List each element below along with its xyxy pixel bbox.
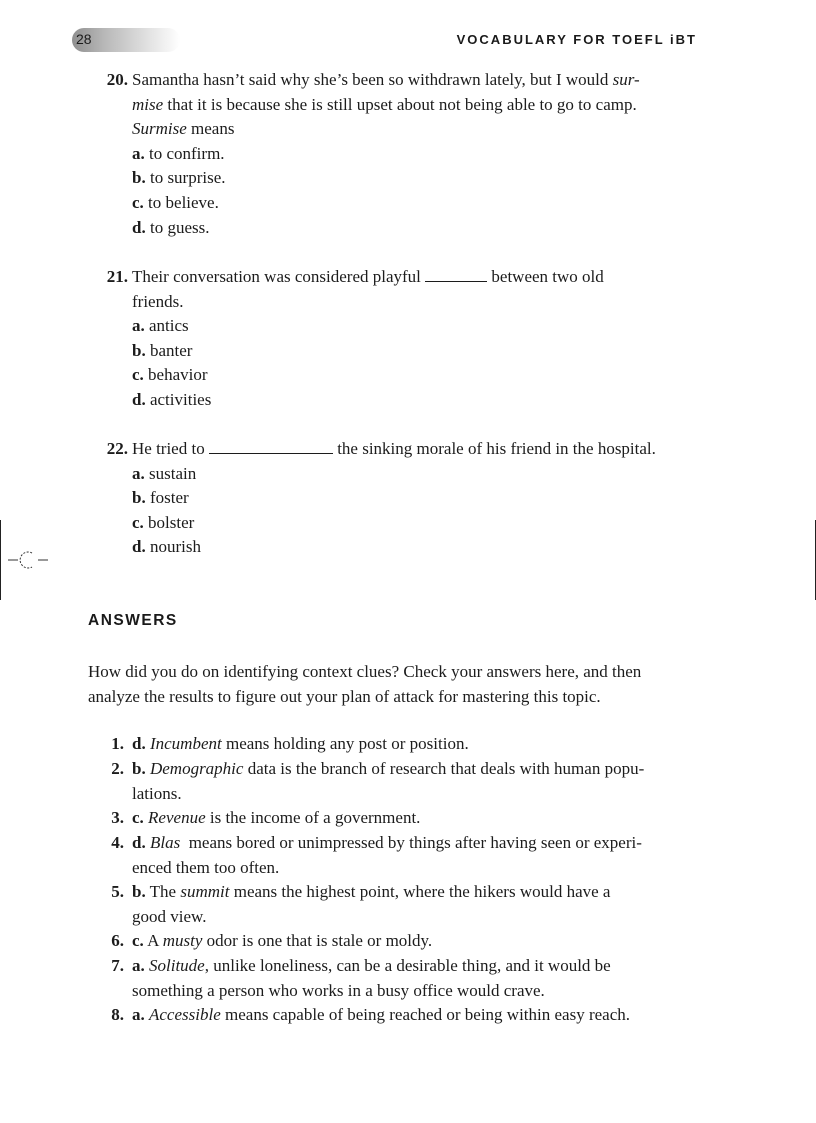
question-stem-line bbox=[132, 265, 604, 290]
answer-body bbox=[132, 1003, 630, 1028]
option-letter: c. bbox=[132, 365, 144, 385]
crop-line-left bbox=[0, 520, 1, 600]
section-title: ANSWERS bbox=[88, 612, 178, 629]
answer-letter: d. bbox=[132, 734, 146, 753]
answer-blank bbox=[425, 267, 487, 282]
answer-blank bbox=[209, 439, 333, 454]
answer-line bbox=[132, 929, 432, 954]
answer-letter: b. bbox=[132, 759, 146, 778]
answer-body bbox=[132, 757, 644, 806]
option-c bbox=[132, 191, 640, 216]
answer-number: 5. bbox=[111, 882, 124, 901]
question-stem-line bbox=[132, 93, 640, 118]
option-letter: a. bbox=[132, 316, 145, 336]
answer-body bbox=[132, 954, 611, 1003]
answer-text: means bored or unimpressed by things after having seen or experi- bbox=[180, 833, 642, 852]
answer-term: Revenue bbox=[148, 808, 206, 827]
question-stem-line bbox=[132, 117, 640, 142]
answer-body bbox=[132, 732, 469, 757]
stem-text: He tried to bbox=[132, 439, 209, 458]
stem-text: between two old bbox=[487, 267, 604, 286]
answer-text: A bbox=[143, 931, 163, 950]
question-number: 21. bbox=[106, 267, 128, 286]
intro-line: How did you do on identifying context clues? Check your answers here, and then bbox=[88, 662, 642, 681]
answer-line: something a person who works in a busy office would crave. bbox=[132, 980, 545, 1000]
answer-line bbox=[132, 954, 611, 979]
answer-line bbox=[132, 1003, 630, 1028]
option-letter: a. bbox=[132, 143, 145, 163]
option-text: foster bbox=[149, 488, 189, 508]
running-head: VOCABULARY FOR TOEFL iBT bbox=[456, 32, 697, 47]
answer-letter: a. bbox=[132, 956, 145, 975]
option-d bbox=[132, 216, 640, 241]
answer-body bbox=[132, 929, 432, 954]
option-letter: d. bbox=[132, 537, 146, 557]
stem-text: Their conversation was considered playful bbox=[132, 267, 426, 286]
answer-line bbox=[132, 880, 610, 905]
option-text: to confirm. bbox=[149, 143, 225, 163]
answer-line: lations. bbox=[132, 783, 182, 803]
question-stem-line bbox=[132, 437, 656, 462]
option-a bbox=[132, 462, 656, 487]
option-c bbox=[132, 511, 656, 536]
answer-number: 3. bbox=[111, 808, 124, 827]
option-a bbox=[132, 314, 604, 339]
option-c bbox=[132, 363, 604, 388]
answer-number: 6. bbox=[111, 931, 124, 950]
answer-term: Solitude bbox=[149, 956, 205, 975]
stem-text: that it is because she is still upset about not being able to go to camp. bbox=[163, 94, 637, 114]
option-b bbox=[132, 486, 656, 511]
option-d bbox=[132, 535, 656, 560]
answer-term: summit bbox=[180, 882, 230, 901]
crop-mark-left bbox=[0, 520, 60, 600]
registration-mark-icon bbox=[8, 550, 50, 570]
answer-line: enced them too often. bbox=[132, 857, 280, 877]
answer-text: data is the branch of research that deals with human popu- bbox=[243, 759, 645, 778]
option-text: sustain bbox=[149, 463, 197, 483]
option-b bbox=[132, 339, 604, 364]
question-stem-line: friends. bbox=[132, 291, 184, 311]
answer-text: odor is one that is stale or moldy. bbox=[202, 931, 433, 950]
answer-line bbox=[132, 806, 420, 831]
answer-text: , unlike loneliness, can be a desirable thing, and it would be bbox=[204, 956, 611, 975]
option-letter: d. bbox=[132, 217, 146, 237]
answer-line bbox=[132, 732, 469, 757]
question-body bbox=[132, 68, 640, 240]
option-d bbox=[132, 388, 604, 413]
option-letter: a. bbox=[132, 463, 145, 483]
option-letter: b. bbox=[132, 168, 146, 188]
option-letter: b. bbox=[132, 340, 146, 360]
question-number: 22. bbox=[106, 439, 128, 458]
option-text: bolster bbox=[148, 512, 195, 532]
answer-line bbox=[132, 831, 642, 856]
question-stem-line bbox=[132, 68, 640, 93]
answer-text: means the highest point, where the hikers would have a bbox=[229, 882, 611, 901]
question-body bbox=[132, 437, 656, 560]
answer-term: Accessible bbox=[149, 1005, 221, 1024]
option-text: behavior bbox=[148, 365, 208, 385]
answer-number: 4. bbox=[111, 833, 124, 852]
intro-line: analyze the results to figure out your plan of attack for mastering this topic. bbox=[88, 686, 601, 706]
question-body bbox=[132, 265, 604, 413]
answer-letter: a. bbox=[132, 1005, 145, 1024]
stem-italic: mise bbox=[132, 94, 164, 114]
option-text: banter bbox=[149, 340, 193, 360]
answer-term: Demographic bbox=[149, 759, 244, 778]
option-text: nourish bbox=[149, 537, 201, 557]
answer-letter: d. bbox=[132, 833, 146, 852]
answer-text: means capable of being reached or being within easy reach. bbox=[220, 1005, 630, 1024]
answer-number: 7. bbox=[111, 956, 124, 975]
option-letter: c. bbox=[132, 512, 144, 532]
answer-body bbox=[132, 831, 642, 880]
option-text: to believe. bbox=[148, 192, 219, 212]
option-letter: d. bbox=[132, 389, 146, 409]
option-letter: b. bbox=[132, 488, 146, 508]
option-b bbox=[132, 166, 640, 191]
answer-body bbox=[132, 806, 420, 831]
answer-term: musty bbox=[162, 931, 203, 950]
option-text: to surprise. bbox=[149, 168, 226, 188]
answer-body bbox=[132, 880, 610, 929]
answer-number: 2. bbox=[111, 759, 124, 778]
stem-text: the sinking morale of his friend in the hospital. bbox=[332, 439, 656, 458]
answer-letter: c. bbox=[132, 931, 144, 950]
stem-italic: sur- bbox=[612, 70, 640, 89]
answer-term: Incumbent bbox=[149, 734, 222, 753]
answer-text: means holding any post or position. bbox=[221, 734, 469, 753]
stem-italic: Surmise bbox=[132, 119, 187, 139]
stem-text: means bbox=[186, 119, 235, 139]
answer-text: is the income of a government. bbox=[205, 808, 421, 827]
stem-text: Samantha hasn’t said why she’s been so withdrawn lately, but I would bbox=[132, 70, 613, 89]
question-number: 20. bbox=[106, 70, 128, 89]
answer-text: The bbox=[145, 882, 181, 901]
answer-number: 1. bbox=[111, 734, 124, 753]
page-header bbox=[0, 24, 816, 58]
answers-intro bbox=[88, 660, 641, 709]
answer-line bbox=[132, 757, 644, 782]
option-text: to guess. bbox=[149, 217, 210, 237]
answer-line: good view. bbox=[132, 906, 207, 926]
option-text: antics bbox=[149, 316, 189, 336]
answer-letter: b. bbox=[132, 882, 146, 901]
answer-number: 8. bbox=[111, 1005, 124, 1024]
page-number: 28 bbox=[76, 31, 92, 47]
option-text: activities bbox=[149, 389, 212, 409]
option-letter: c. bbox=[132, 192, 144, 212]
option-a bbox=[132, 142, 640, 167]
answer-term: Blas bbox=[149, 833, 181, 852]
answer-letter: c. bbox=[132, 808, 144, 827]
